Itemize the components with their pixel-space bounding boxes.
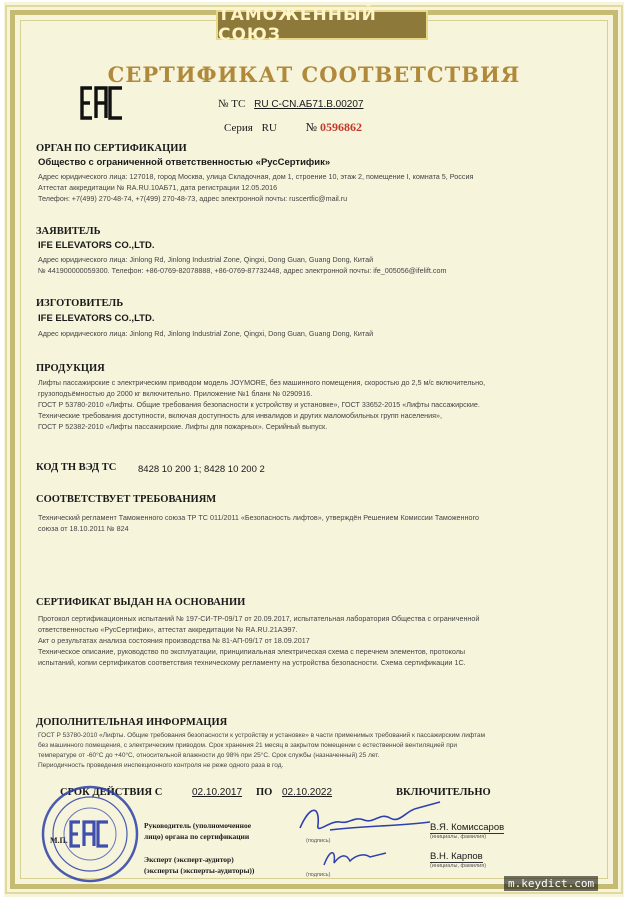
product-line: ГОСТ Р 53780-2010 «Лифты. Общие требования безопасности к устройству и установке», ГОСТ 33652-2015 «Лифты пассажирские. <box>38 400 480 409</box>
basis-line: Акт о результатах анализа состояния производства № 81-АП-09/17 от 18.09.2017 <box>38 636 310 645</box>
watermark: m.keydict.com <box>504 876 598 891</box>
expert-sign-caption: (подпись) <box>306 872 331 878</box>
additional-line: Периодичность проведения инспекционного контроля не реже одного раза в год. <box>38 762 284 769</box>
hs-code-value: 8428 10 200 1; 8428 10 200 2 <box>138 464 265 475</box>
head-role-line-2: лицо) органа по сертификации <box>144 832 250 841</box>
expert-name: В.Н. Карпов <box>430 851 483 862</box>
head-name-caption: (инициалы, фамилия) <box>430 834 487 840</box>
certificate-title: СЕРТИФИКАТ СООТВЕТСТВИЯ <box>107 62 521 87</box>
head-role-line-1: Руководитель (уполномоченное <box>144 821 252 830</box>
head-sign-caption: (подпись) <box>306 838 331 844</box>
section-heading-hs-code: КОД ТН ВЭД ТС <box>36 462 117 473</box>
applicant-address: Адрес юридического лица: Jinlong Rd, Jinlong Industrial Zone, Qingxi, Dong Guan, Guang Dong, Китай <box>38 255 374 264</box>
serial-number: № 0596862 <box>305 120 363 134</box>
certification-body-accreditation: Аттестат аккредитации № RA.RU.10АБ71, дата регистрации 12.05.2016 <box>38 183 278 192</box>
section-heading-manufacturer: ИЗГОТОВИТЕЛЬ <box>36 298 124 309</box>
certification-body-contacts: Телефон: +7(499) 270-48-74, +7(499) 270-48-73, адрес электронной почты: ruscertfic@mail.ru <box>38 194 348 203</box>
manufacturer-name: IFE ELEVATORS CO.,LTD. <box>38 313 155 324</box>
validity-from-date: 02.10.2017 <box>192 787 243 798</box>
validity-label: СРОК ДЕЙСТВИЯ С <box>60 787 163 798</box>
product-line: грузоподъёмностью до 2000 кг включительно. Приложение №1 бланк № 0290916. <box>38 389 313 398</box>
section-heading-additional-info: ДОПОЛНИТЕЛЬНАЯ ИНФОРМАЦИЯ <box>36 717 228 728</box>
basis-line: Техническое описание, руководство по эксплуатации, принципиальная электрическая схема с перечнем элементов, протоколы <box>38 647 466 656</box>
certificate-number: № ТС RU C-CN.АБ71.В.00207 <box>218 98 364 110</box>
manufacturer-address: Адрес юридического лица: Jinlong Rd, Jinlong Industrial Zone, Qingxi, Dong Guan, Guang Dong, Китай <box>38 329 374 338</box>
additional-line: без машинного помещения, с электрическим приводом. Срок хранения 21 месяц в закрытом помещении с естественной вентиляцией при <box>38 742 457 749</box>
validity-to-label: ПО <box>256 787 273 798</box>
product-line: Технические требования доступности, включая доступность для инвалидов и других маломобильных групп населения», <box>38 411 443 420</box>
seal-place-label: М.П. <box>50 836 68 845</box>
head-name: В.Я. Комиссаров <box>430 822 505 833</box>
additional-line: температуре от -60°С до +40°С, относительной влажности до 98% при 25°С. Срок службы (назначенный) 25 лет. <box>38 752 380 759</box>
basis-line: ответственностью «РусСертифик», аттестат аккредитации № RA.RU.21АЭ97. <box>38 625 298 634</box>
applicant-name: IFE ELEVATORS CO.,LTD. <box>38 240 155 251</box>
expert-name-caption: (инициалы, фамилия) <box>430 863 487 869</box>
official-seal <box>40 784 140 884</box>
section-heading-basis: СЕРТИФИКАТ ВЫДАН НА ОСНОВАНИИ <box>36 597 246 608</box>
additional-line: ГОСТ Р 53780-2010 «Лифты. Общие требования безопасности к устройству и установке» в части применимых требований к пассажирским лифтам <box>38 732 486 739</box>
eac-logo <box>80 86 124 120</box>
basis-line: Протокол сертификационных испытаний № 197-СИ-ТР-09/17 от 20.09.2017, испытательная лаборатория Общества с ограниченной <box>38 614 480 623</box>
expert-role-line-2: (эксперты (эксперты-аудиторы)) <box>144 866 255 875</box>
expert-role-line-1: Эксперт (эксперт-аудитор) <box>144 855 234 864</box>
requirements-line: союза от 18.10.2011 № 824 <box>38 524 129 533</box>
section-heading-product: ПРОДУКЦИЯ <box>36 363 105 374</box>
head-signature <box>290 800 470 840</box>
section-heading-applicant: ЗАЯВИТЕЛЬ <box>36 226 101 237</box>
applicant-contacts: № 441900000059300. Телефон: +86-0769-82078888, +86-0769-87732448, адрес электронной почты: ife_005056@ifelift.com <box>38 266 447 275</box>
section-heading-certification-body: ОРГАН ПО СЕРТИФИКАЦИИ <box>36 143 187 154</box>
expert-signature <box>320 845 390 870</box>
banner-text: ТАМОЖЕННЫЙ СОЮЗ <box>218 5 377 45</box>
requirements-line: Технический регламент Таможенного союза ТР ТС 011/2011 «Безопасность лифтов», утверждён Решением Комиссии Таможенного <box>38 513 479 522</box>
validity-to-date: 02.10.2022 <box>282 787 333 798</box>
certification-body-address: Адрес юридического лица: 127018, город Москва, улица Складочная, дом 1, строение 10, этаж 2, помещение I, комната 5, Россия <box>38 172 474 181</box>
product-line: Лифты пассажирские с электрическим приводом модель JOYMORE, без машинного помещения, скоростью до 2,5 м/с включительно, <box>38 378 486 387</box>
validity-inclusive: ВКЛЮЧИТЕЛЬНО <box>396 787 491 798</box>
product-line: ГОСТ Р 52382-2010 «Лифты пассажирские. Лифты для пожарных». Серийный выпуск. <box>38 422 328 431</box>
section-heading-requirements: СООТВЕТСТВУЕТ ТРЕБОВАНИЯМ <box>36 494 217 505</box>
blank-series: Серия RU № 0596862 <box>224 120 363 134</box>
certification-body-name: Общество с ограниченной ответственностью «РусСертифик» <box>38 157 331 168</box>
basis-line: испытаний, копии сертификатов соответствия техническому регламенту на устройства безопасности. Схема сертификации 1С. <box>38 658 466 667</box>
customs-union-banner <box>216 5 428 45</box>
